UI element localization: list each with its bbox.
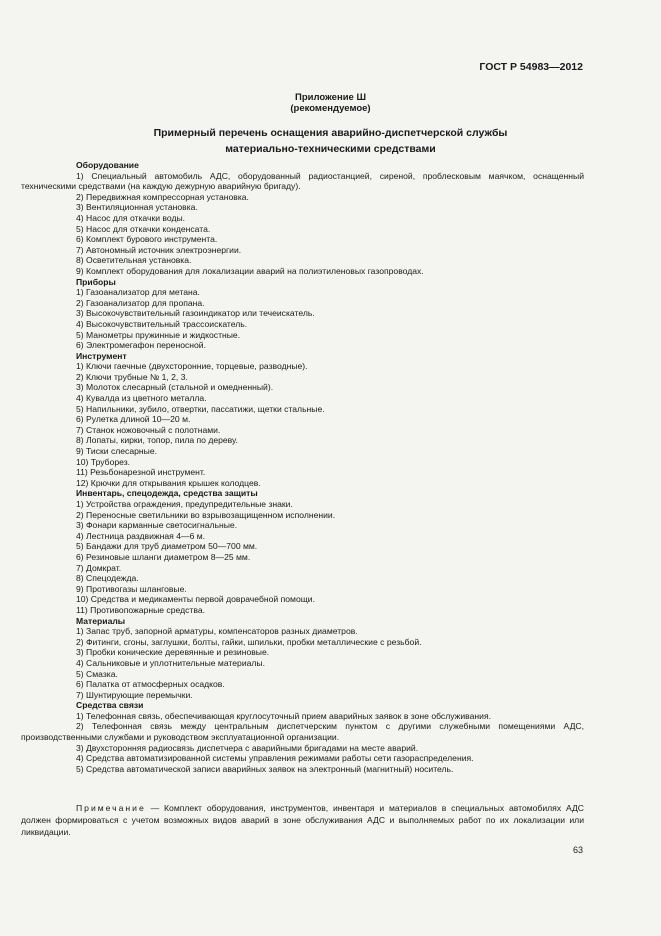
list-item: 6) Палатка от атмосферных осадков. <box>76 679 225 690</box>
list-item: 7) Станок ножовочный с полотнами. <box>76 424 221 435</box>
list-item: 1) Газоанализатор для метана. <box>76 287 200 298</box>
list-item: 3) Вентиляционная установка. <box>76 202 198 213</box>
section-heading: Инвентарь, спецодежда, средства защиты <box>76 488 258 499</box>
list-item: 7) Автономный источник электроэнергии. <box>76 244 242 255</box>
list-item: 11) Противопожарные средства. <box>76 604 205 615</box>
list-item: 11) Резьбонарезной инструмент. <box>76 467 206 478</box>
title-line-1: Примерный перечень оснащения аварийно-диспетчерской службы <box>153 127 508 139</box>
list-item: 8) Осветительная установка. <box>76 255 192 266</box>
list-item: 5) Смазка. <box>76 668 118 679</box>
list-item: 4) Средства автоматизированной системы управления режимами работы сети газораспределения. <box>76 753 474 764</box>
list-item: 5) Средства автоматической записи аварийных заявок на электронный (магнитный) носитель. <box>76 763 454 774</box>
list-item: 6) Комплект бурового инструмента. <box>76 234 218 245</box>
list-item: 6) Резиновые шланги диаметром 8—25 мм. <box>76 551 251 562</box>
note-label: Примечание <box>76 803 146 813</box>
list-item: 9) Противогазы шланговые. <box>76 583 187 594</box>
list-item: 8) Лопаты, кирки, топор, пила по дереву. <box>76 435 238 446</box>
list-item: 10) Труборез. <box>76 456 131 467</box>
section-heading: Инструмент <box>76 350 127 361</box>
list-item: 5) Насос для откачки конденсата. <box>76 223 211 234</box>
note-text: — Комплект оборудования, инструментов, инвентаря и материалов в специальных автомобилях АДС должен формироваться с учетом возможных видов аварий в зоне обслуживания АДС и выполняемых работ по их локализации или ликвидации. <box>21 803 585 837</box>
list-item: 12) Крючки для открывания крышек колодцев. <box>76 477 261 488</box>
list-item: 7) Шунтирующие перемычки. <box>76 689 193 700</box>
list-item: 5) Бандажи для труб диаметром 50—700 мм. <box>76 541 258 552</box>
appendix-note: (рекомендуемое) <box>290 103 371 114</box>
list-item: 4) Высокочувствительный трассоискатель. <box>76 318 248 329</box>
appendix-title: Приложение Ш <box>295 92 366 103</box>
list-item: 9) Тиски слесарные. <box>76 446 157 457</box>
list-item: 6) Электромегафон переносной. <box>76 340 206 351</box>
list-item: 4) Кувалда из цветного металла. <box>76 393 207 404</box>
list-item: 3) Двухсторонняя радиосвязь диспетчера с аварийными бригадами на месте аварий. <box>76 742 419 753</box>
section-heading: Материалы <box>76 615 126 626</box>
document-title <box>0 126 661 157</box>
list-item: 5) Манометры пружинные и жидкостные. <box>76 329 241 340</box>
list-item: 5) Напильники, зубило, отвертки, пассатижи, щетки стальные. <box>76 403 325 414</box>
list-item: 3) Пробки конические деревянные и резиновые. <box>76 647 270 658</box>
list-item: 1) Ключи гаечные (двухсторонние, торцевые, разводные). <box>76 361 308 372</box>
section-heading: Приборы <box>76 276 116 287</box>
list-item: 1) Устройства ограждения, предупредительные знаки. <box>76 499 293 509</box>
list-item: 2) Фитинги, сгоны, заглушки, болты, гайки, шпильки, пробки металлические с резьбой. <box>76 636 422 647</box>
section-heading: Оборудование <box>76 160 139 170</box>
list-item: 3) Высокочувствительный газоиндикатор или течеискатель. <box>76 308 315 319</box>
list-item: 2) Передвижная компрессорная установка. <box>76 191 249 202</box>
list-item: 1) Специальный автомобиль АДС, оборудованный радиостанцией, сиреной, проблесковым маячком, оснащенный техническими средствами (на каждую дежурную аварийную бригаду). <box>21 170 584 192</box>
list-item: 10) Средства и медикаменты первой доврачебной помощи. <box>76 594 315 605</box>
list-item: 4) Сальниковые и уплотнительные материалы. <box>76 657 265 668</box>
note-paragraph <box>21 802 584 838</box>
list-item: 4) Лестница раздвижная 4—6 м. <box>76 530 206 541</box>
list-item: 2) Переносные светильники во взрывозащищенном исполнении. <box>76 509 336 520</box>
list-item: 3) Фонари карманные светосигнальные. <box>76 520 238 531</box>
list-item: 6) Рулетка длиной 10—20 м. <box>76 414 191 425</box>
list-item: 8) Спецодежда. <box>76 573 139 584</box>
list-item: 2) Ключи трубные № 1, 2, 3. <box>76 371 188 382</box>
title-line-2: материально-техническими средствами <box>225 142 436 155</box>
list-item: 4) Насос для откачки воды. <box>76 212 186 223</box>
list-item: 3) Молоток слесарный (стальной и омедненный). <box>76 382 274 393</box>
list-item: 9) Комплект оборудования для локализации аварий на полиэтиленовых газопроводах. <box>76 265 424 276</box>
list-item: 2) Газоанализатор для пропана. <box>76 297 205 308</box>
standard-number: ГОСТ Р 54983—2012 <box>479 61 583 73</box>
equipment-list <box>21 160 584 774</box>
list-item: 1) Телефонная связь, обеспечивающая круглосуточный прием аварийных заявок в зоне обслуживания. <box>76 710 492 721</box>
list-item: 1) Запас труб, запорной арматуры, компенсаторов разных диаметров. <box>76 626 358 637</box>
section-heading: Средства связи <box>76 700 144 711</box>
list-item: 7) Домкрат. <box>76 562 122 573</box>
page-number: 63 <box>572 845 583 855</box>
appendix-header <box>0 92 661 114</box>
list-item: 2) Телефонная связь между центральным диспетчерским пунктом с другими служебными помещениями АДС, производственными службами и руководством эксплуатационной организации. <box>21 721 584 743</box>
